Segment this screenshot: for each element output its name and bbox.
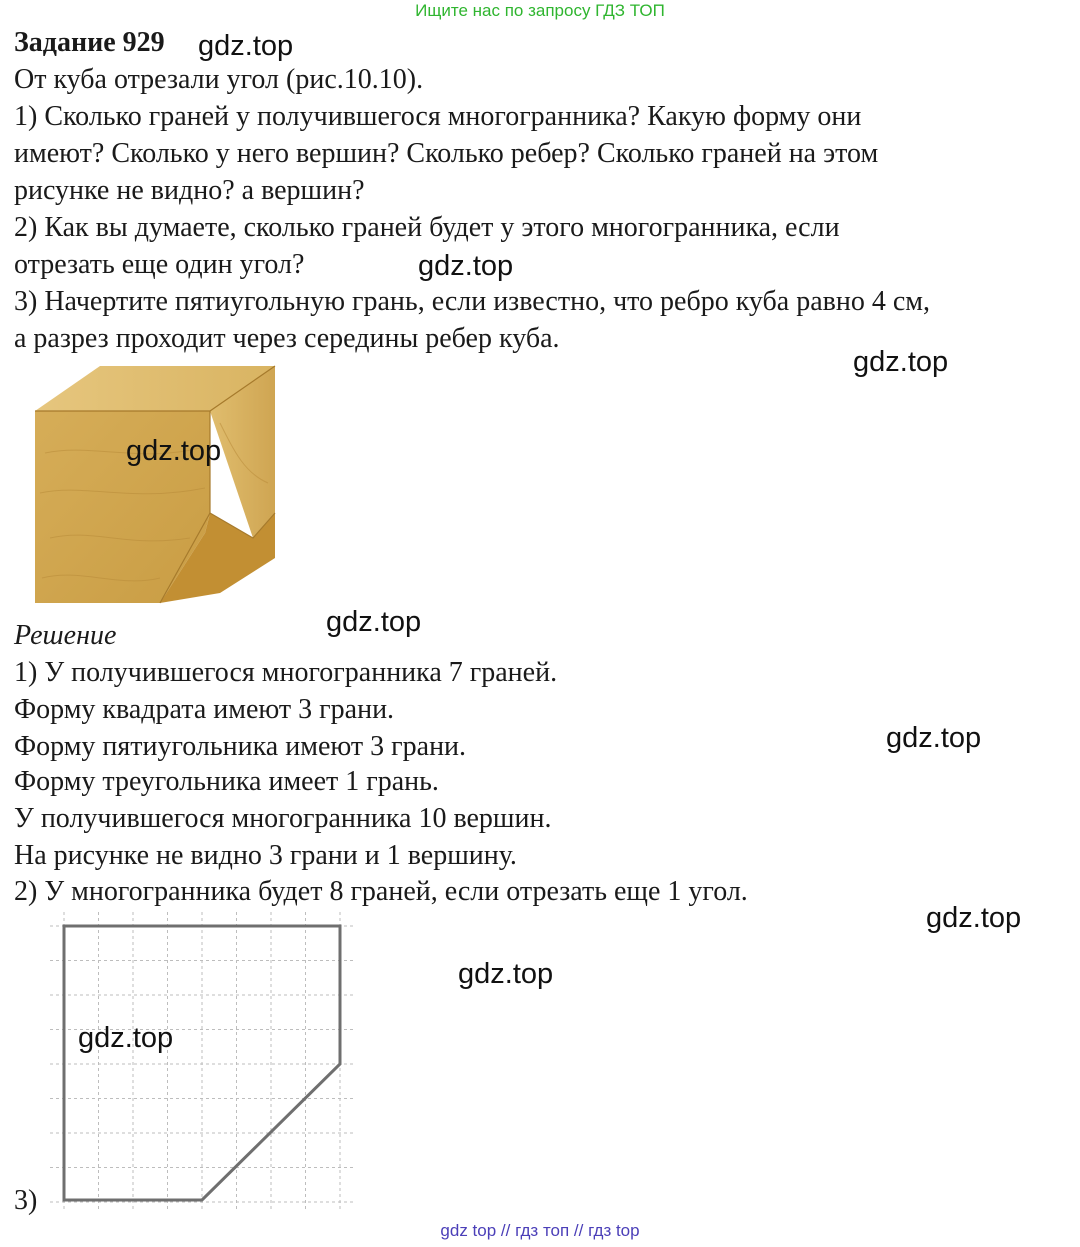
solution-line-6: На рисунке не видно 3 грани и 1 вершину. [14,840,517,871]
watermark: gdz.top [78,1022,174,1054]
problem-intro: От куба отрезали угол (рис.10.10). [14,64,424,95]
question-3-line-1: 3) Начертите пятиугольную грань, если известно, что ребро куба равно 4 см, [14,286,930,317]
solution-line-5: У получившегося многогранника 10 вершин. [14,803,552,834]
footer-note: gdz top // гдз топ // гдз top [440,1221,640,1240]
watermark: gdz.top [198,30,294,62]
watermark: gdz.top [853,346,949,378]
solution-line-2: Форму квадрата имеют 3 грани. [14,694,395,725]
question-3-line-2: а разрез проходит через середины ребер куба. [14,323,560,354]
solution-heading: Решение [14,620,117,651]
solution-line-4: Форму треугольника имеет 1 грань. [14,766,439,797]
question-1-line-3: рисунке не видно? а вершин? [14,175,365,206]
task-title: Задание 929 [14,27,165,58]
cut-cube-illustration [30,363,280,608]
grid-lines [50,912,355,1212]
pentagon-grid-drawing [50,912,355,1212]
question-2-line-1: 2) Как вы думаете, сколько граней будет у этого многогранника, если [14,212,840,243]
solution-line-1: 1) У получившегося многогранника 7 граней. [14,657,558,688]
solution-line-3: Форму пятиугольника имеют 3 грани. [14,731,467,762]
watermark: gdz.top [418,250,514,282]
watermark: gdz.top [458,958,554,990]
solution-line-7: 2) У многогранника будет 8 граней, если отрезать еще 1 угол. [14,876,748,907]
question-1-line-2: имеют? Сколько у него вершин? Сколько ребер? Сколько граней на этом [14,138,879,169]
watermark: gdz.top [326,606,422,638]
header-note: Ищите нас по запросу ГДЗ ТОП [415,1,665,20]
watermark: gdz.top [886,722,982,754]
watermark: gdz.top [126,435,222,467]
solution-label-3: 3) [14,1185,38,1216]
watermark: gdz.top [926,902,1022,934]
question-2-line-2: отрезать еще один угол? [14,249,305,280]
question-1-line-1: 1) Сколько граней у получившегося многогранника? Какую форму они [14,101,862,132]
